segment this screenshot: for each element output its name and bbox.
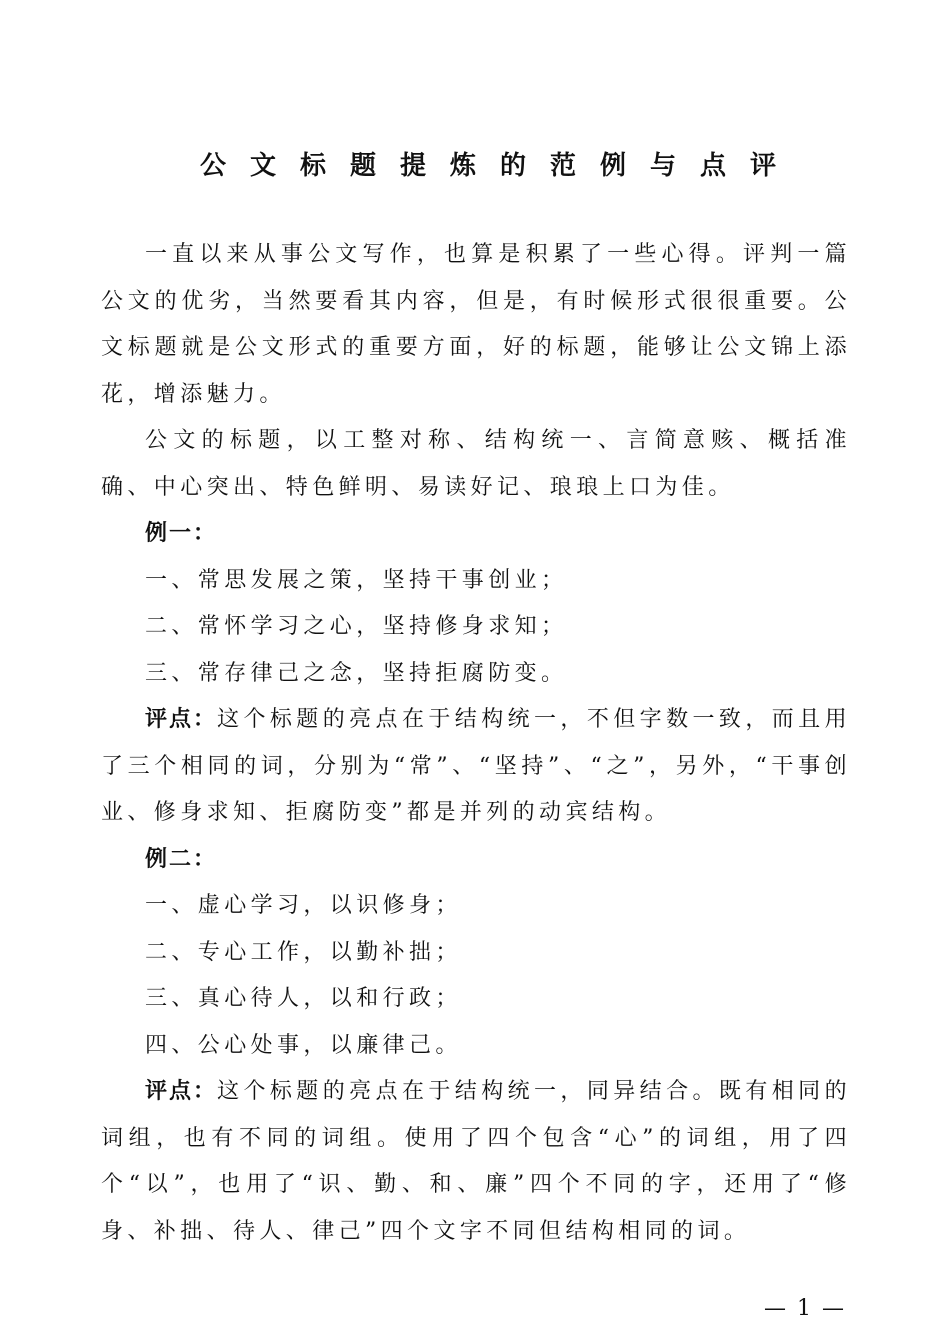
example-2-label: [101, 837, 851, 884]
example-2-comment-label: 评点：: [145, 1079, 218, 1104]
criteria-paragraph: 公文的标题，以工整对称、结构统一、言简意赅、概括准确、中心突出、特色鲜明、易读好记、琅琅上口为佳。: [101, 428, 851, 500]
example-2-comment: [101, 1069, 851, 1255]
example-2-line-4: 四、公心处事，以廉律己。: [145, 1032, 462, 1058]
example-1-line-3: 三、常存律己之念，坚持拒腐防变。: [145, 660, 568, 686]
page-number: — 1 —: [764, 1296, 846, 1321]
example-2-line-3: 三、真心待人，以和行政；: [145, 986, 462, 1011]
document-title: 公文标题提炼的范例与点评: [199, 151, 800, 181]
example-2-line-2: 二、专心工作，以勤补拙；: [145, 939, 462, 965]
example-2-line-1: 一、虚心学习，以识修身；: [145, 893, 462, 918]
example-1-comment-text: 这个标题的亮点在于结构统一，不但字数一致，而且用了三个相同的词，分别为“常”、“坚持”、“之”，另外，“干事创业、修身求知、拒腐防变”都是并列的动宾结构。: [101, 707, 851, 825]
document-body: [101, 232, 851, 1255]
intro-paragraph: 一直以来从事公文写作，也算是积累了一些心得。评判一篇公文的优劣，当然要看其内容，但是，有时候形式很很重要。公文标题就是公文形式的重要方面，好的标题，能够让公文锦上添花，增添魅力。: [101, 242, 851, 407]
example-1-label: [101, 511, 851, 558]
example-2-heading: 例二：: [145, 846, 218, 872]
example-1-line-1: 一、常思发展之策，坚持干事创业；: [145, 567, 568, 593]
example-1-heading: 例一：: [145, 521, 218, 546]
example-1-comment: [101, 697, 851, 837]
example-1-comment-label: 评点：: [145, 707, 218, 732]
example-2-comment-text: 这个标题的亮点在于结构统一，同异结合。既有相同的词组，也有不同的词组。使用了四个包含“心”的词组，用了四个“以”，也用了“识、勤、和、廉”四个不同的字，还用了“修身、补拙、待人、律己”四个文字不同但结构相同的词。: [101, 1079, 851, 1244]
example-1-line-2: 二、常怀学习之心，坚持修身求知；: [145, 614, 568, 639]
